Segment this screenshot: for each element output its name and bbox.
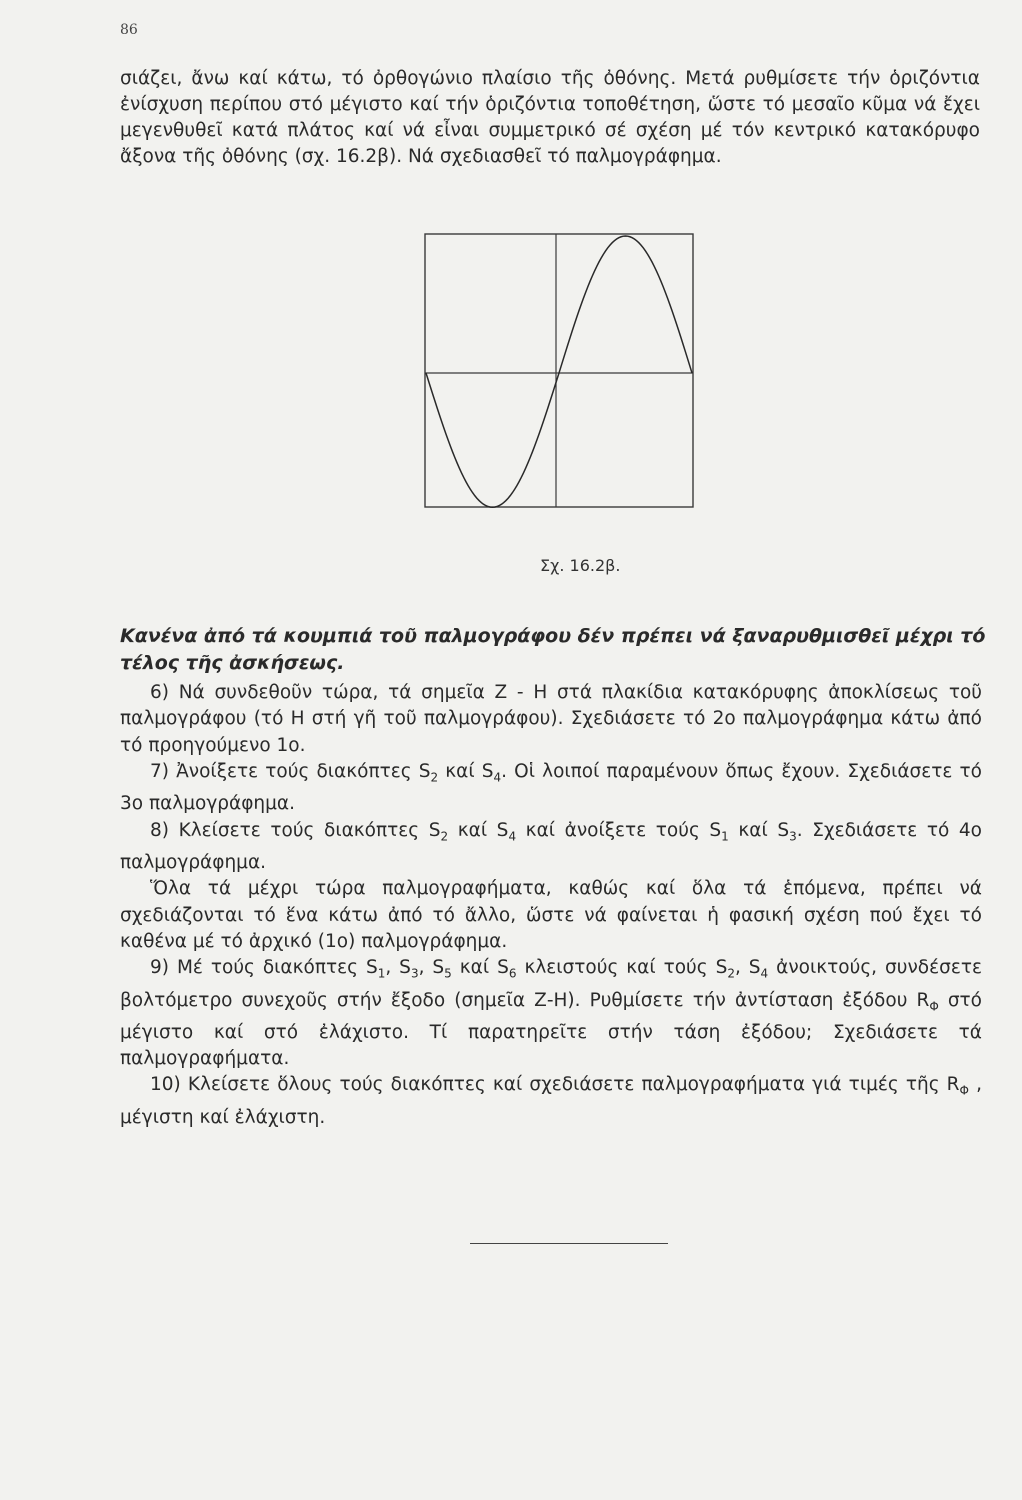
intro-paragraph: σιάζει, ἄνω καί κάτω, τό ὀρθογώνιο πλαίσιο τῆς ὀθόνης. Μετά ρυθμίσετε τήν ὁριζόντια ἐνίσχυση περίπου στό μέγιστο καί τήν ὁριζόντια τοποθέτηση, ὥστε τό μεσαῖο κῦμα νά ἔχει μεγενθυθεῖ κατά πλάτος καί νά εἶναι συμμετρικό σέ σχέση μέ τόν κεντρικό κατακόρυφο ἄξονα τῆς ὀθόνης (σχ. 16.2β). Νά σχεδιασθεῖ τό παλμογράφημα. (120, 68, 980, 167)
step-9: 9) Μέ τούς διακόπτες $S_1$, $S_3$, $S_5$ καί $S_6$ κλειστούς καί τούς $S_2$, $S_4$ ἀνοικτούς, συνδέσετε βολτόμετρο συνεχοῦς στήν ἔξοδο (σημεῖα Ζ-Η). Ρυθμίσετε τήν ἀντίσταση ἐξόδου $R_\Phi$ στό μέγιστο καί στό ἐλάχιστο. Τί παρατηρεῖτε στήν τάση ἐξόδου; Σχεδιάσετε τά παλμογραφήματα. (120, 957, 982, 1070)
figure-caption: Σχ. 16.2β. (540, 556, 621, 575)
warning-note: Κανένα ἀπό τά κουμπιά τοῦ παλμογράφου δέν πρέπει νά ξαναρυθμισθεῖ μέχρι τό τέλος τῆς ἀσκήσεως. (120, 625, 986, 674)
step-8: 8) Κλείσετε τούς διακόπτες $S_2$ καί $S_4$ καί ἀνοίξετε τούς $S_1$ καί $S_3$. Σχεδιάσετε τό 4ο παλμογράφημα. (120, 819, 982, 873)
sine-waveform (426, 236, 692, 507)
phase-note: Ὅλα τά μέχρι τώρα παλμογραφήματα, καθώς καί ὅλα τά ἑπόμενα, πρέπει νά σχεδιάζονται τό ἕνα κάτω ἀπό τό ἄλλο, ὥστε νά φαίνεται ἡ φασική σχέση πού ἔχει τό καθένα μέ τό ἀρχικό (1ο) παλμογράφημα. (120, 878, 982, 953)
oscilloscope-figure (424, 233, 694, 508)
page-number: 86 (120, 22, 138, 38)
step-10: 10) Κλείσετε ὅλους τούς διακόπτες καί σχεδιάσετε παλμογραφήματα γιά τιμές τῆς $R_\Phi$ , μέγιστη καί ἐλάχιστη. (120, 1074, 982, 1128)
step-6: 6) Νά συνδεθοῦν τώρα, τά σημεῖα Ζ - Η στά πλακίδια κατακόρυφης ἀποκλίσεως τοῦ παλμογράφου (τό Η στή γῆ τοῦ παλμογράφου). Σχεδιάσετε τό 2ο παλμογράφημα κάτω ἀπό τό προηγούμενο 1ο. (120, 682, 982, 756)
end-rule (470, 1243, 668, 1244)
steps-list (120, 680, 982, 1131)
step-7: 7) Ἀνοίξετε τούς διακόπτες $S_2$ καί $S_4$. Οἱ λοιποί παραμένουν ὅπως ἔχουν. Σχεδιάσετε τό 3ο παλμογράφημα. (120, 761, 982, 815)
oscilloscope-screen (424, 233, 694, 508)
